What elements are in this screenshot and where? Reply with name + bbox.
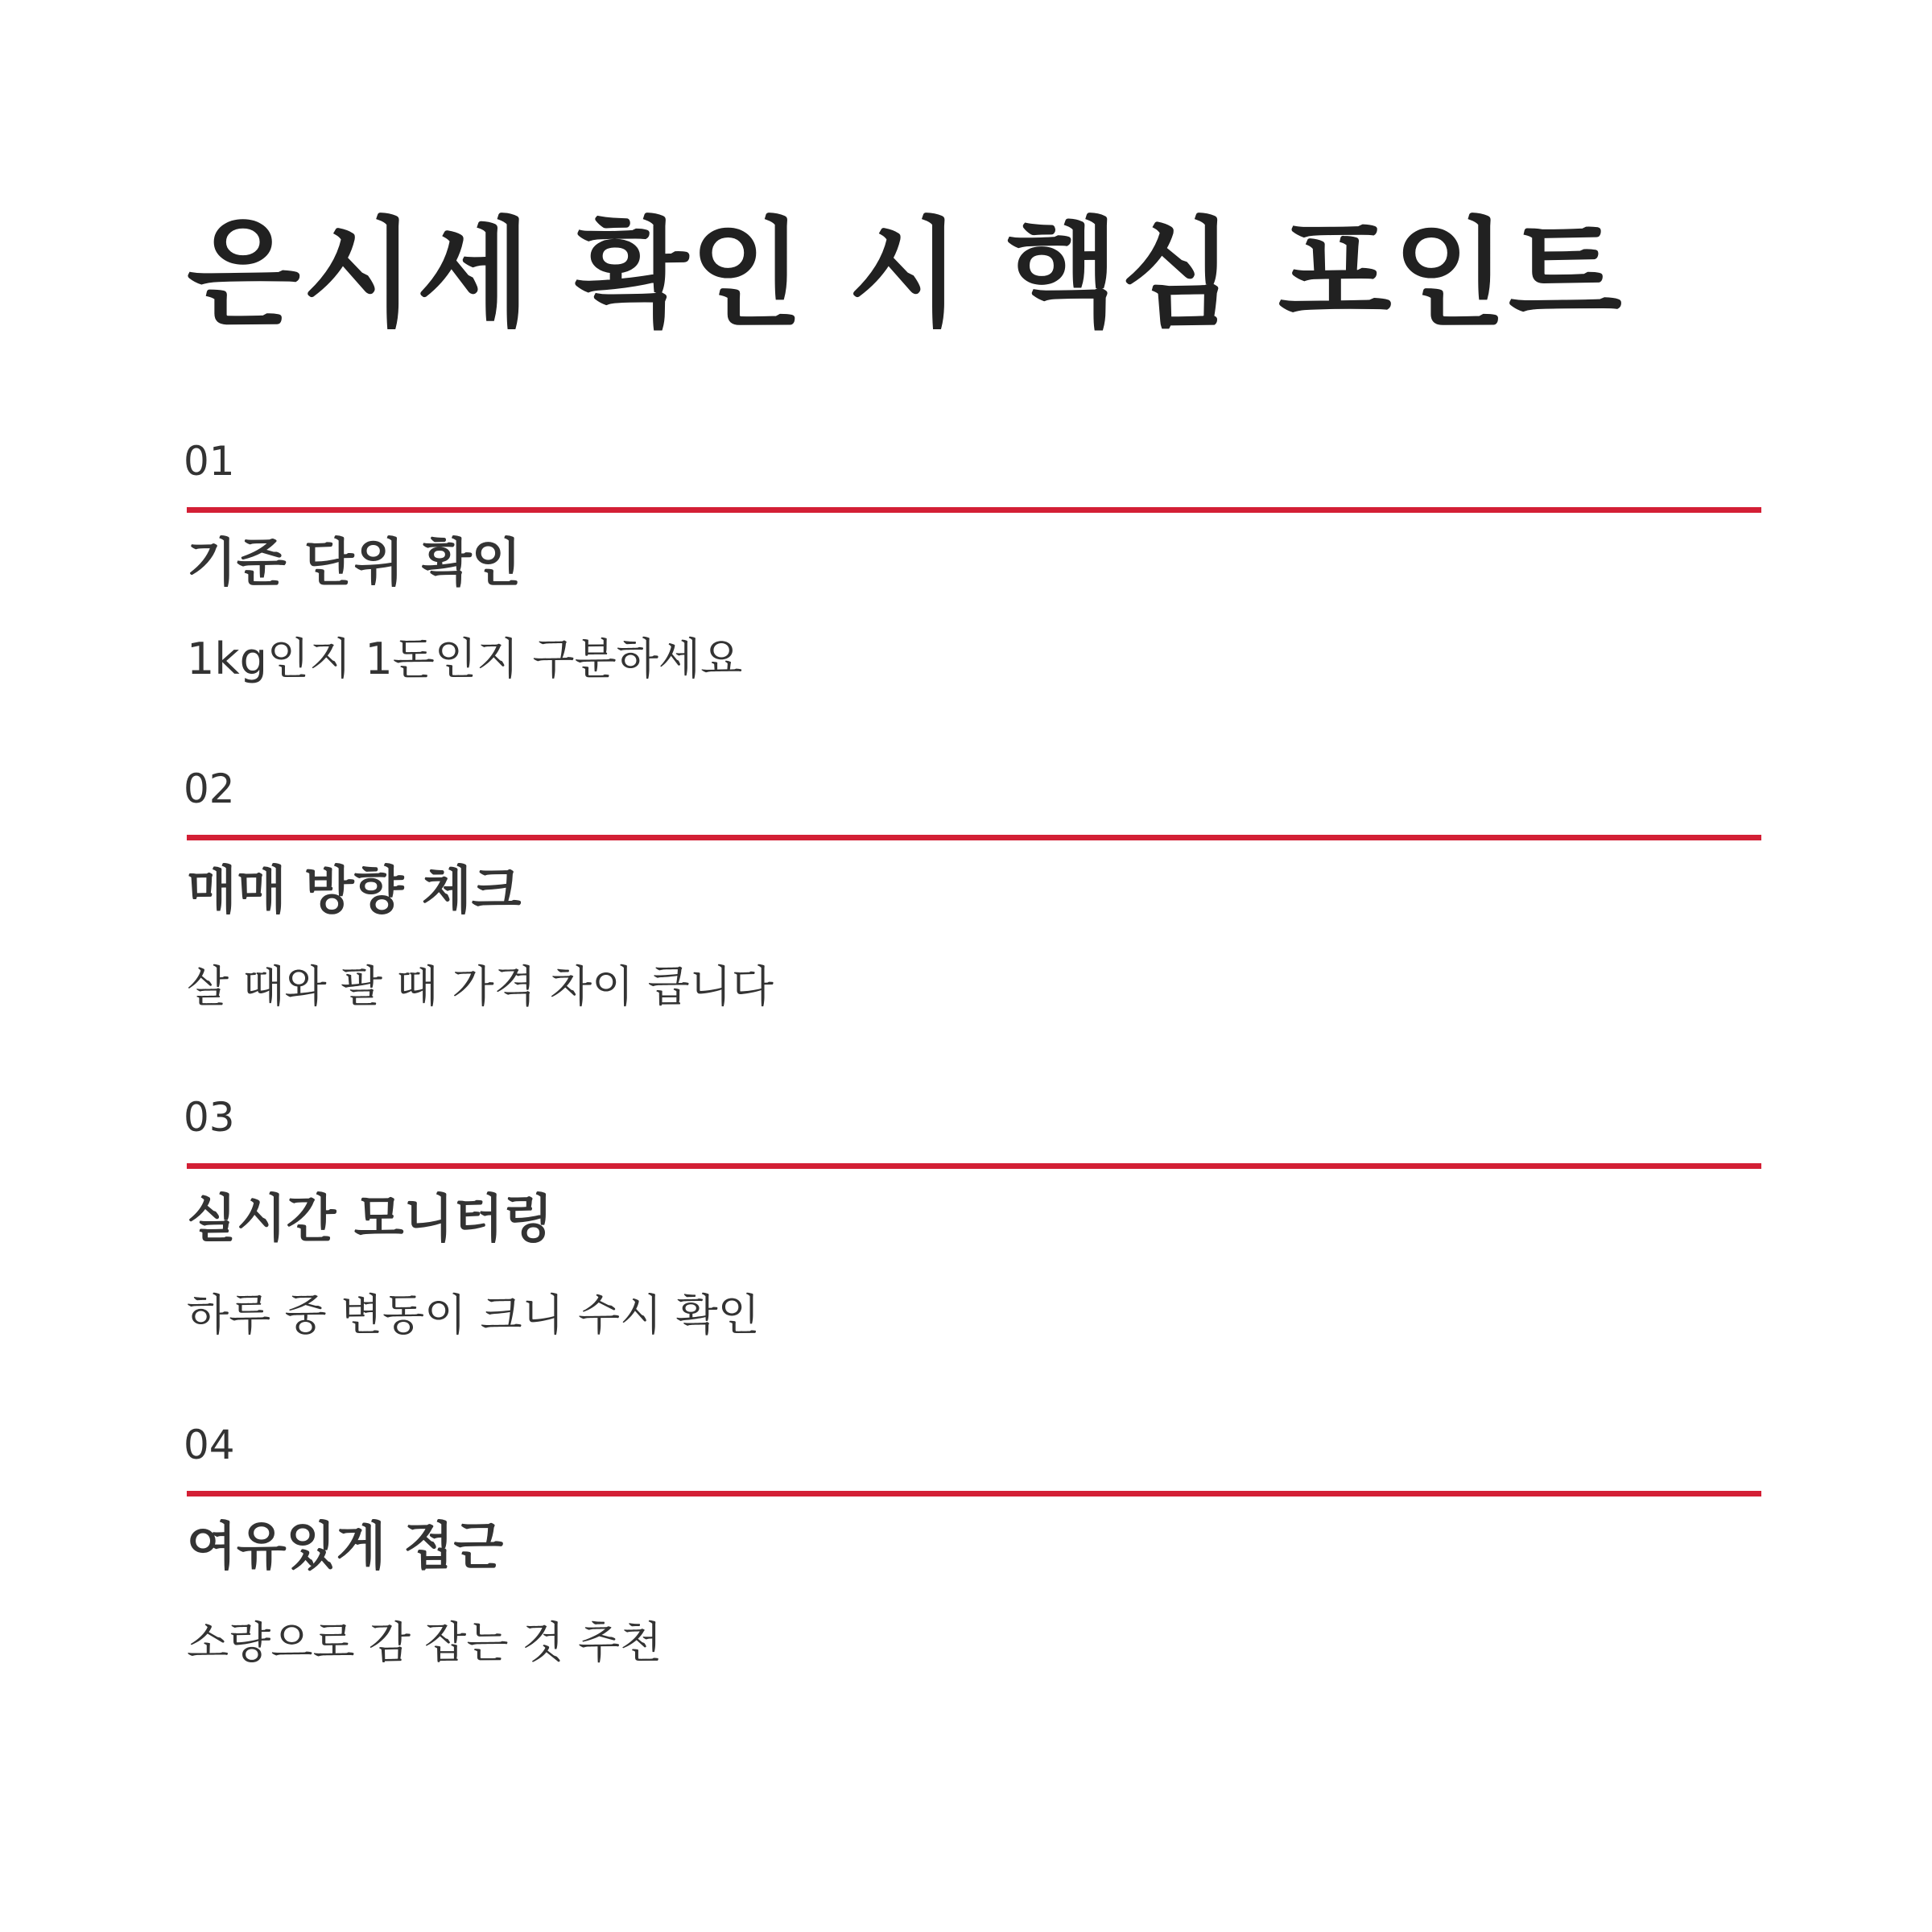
point-heading: 여유있게 접근 (187, 1517, 504, 1577)
point-number: 02 (184, 766, 235, 812)
point-number: 03 (184, 1094, 235, 1141)
point-description: 소량으로 감 잡는 것 추천 (187, 1617, 663, 1668)
point-description: 1kg인지 1돈인지 구분하세요 (187, 634, 743, 684)
point-heading: 매매 방향 체크 (187, 861, 522, 921)
divider-line (187, 507, 1761, 513)
divider-line (187, 1491, 1761, 1496)
divider-line (187, 1163, 1761, 1169)
point-heading: 기준 단위 확인 (187, 534, 522, 593)
divider-line (187, 835, 1761, 840)
point-description: 살 때와 팔 때 가격 차이 큽니다 (187, 961, 774, 1012)
point-heading: 실시간 모니터링 (187, 1190, 554, 1249)
page-title: 은시세 확인 시 핵심 포인트 (187, 206, 1624, 343)
point-number: 01 (184, 438, 235, 485)
point-description: 하루 중 변동이 크니 수시 확인 (187, 1290, 760, 1340)
point-number: 04 (184, 1422, 235, 1468)
